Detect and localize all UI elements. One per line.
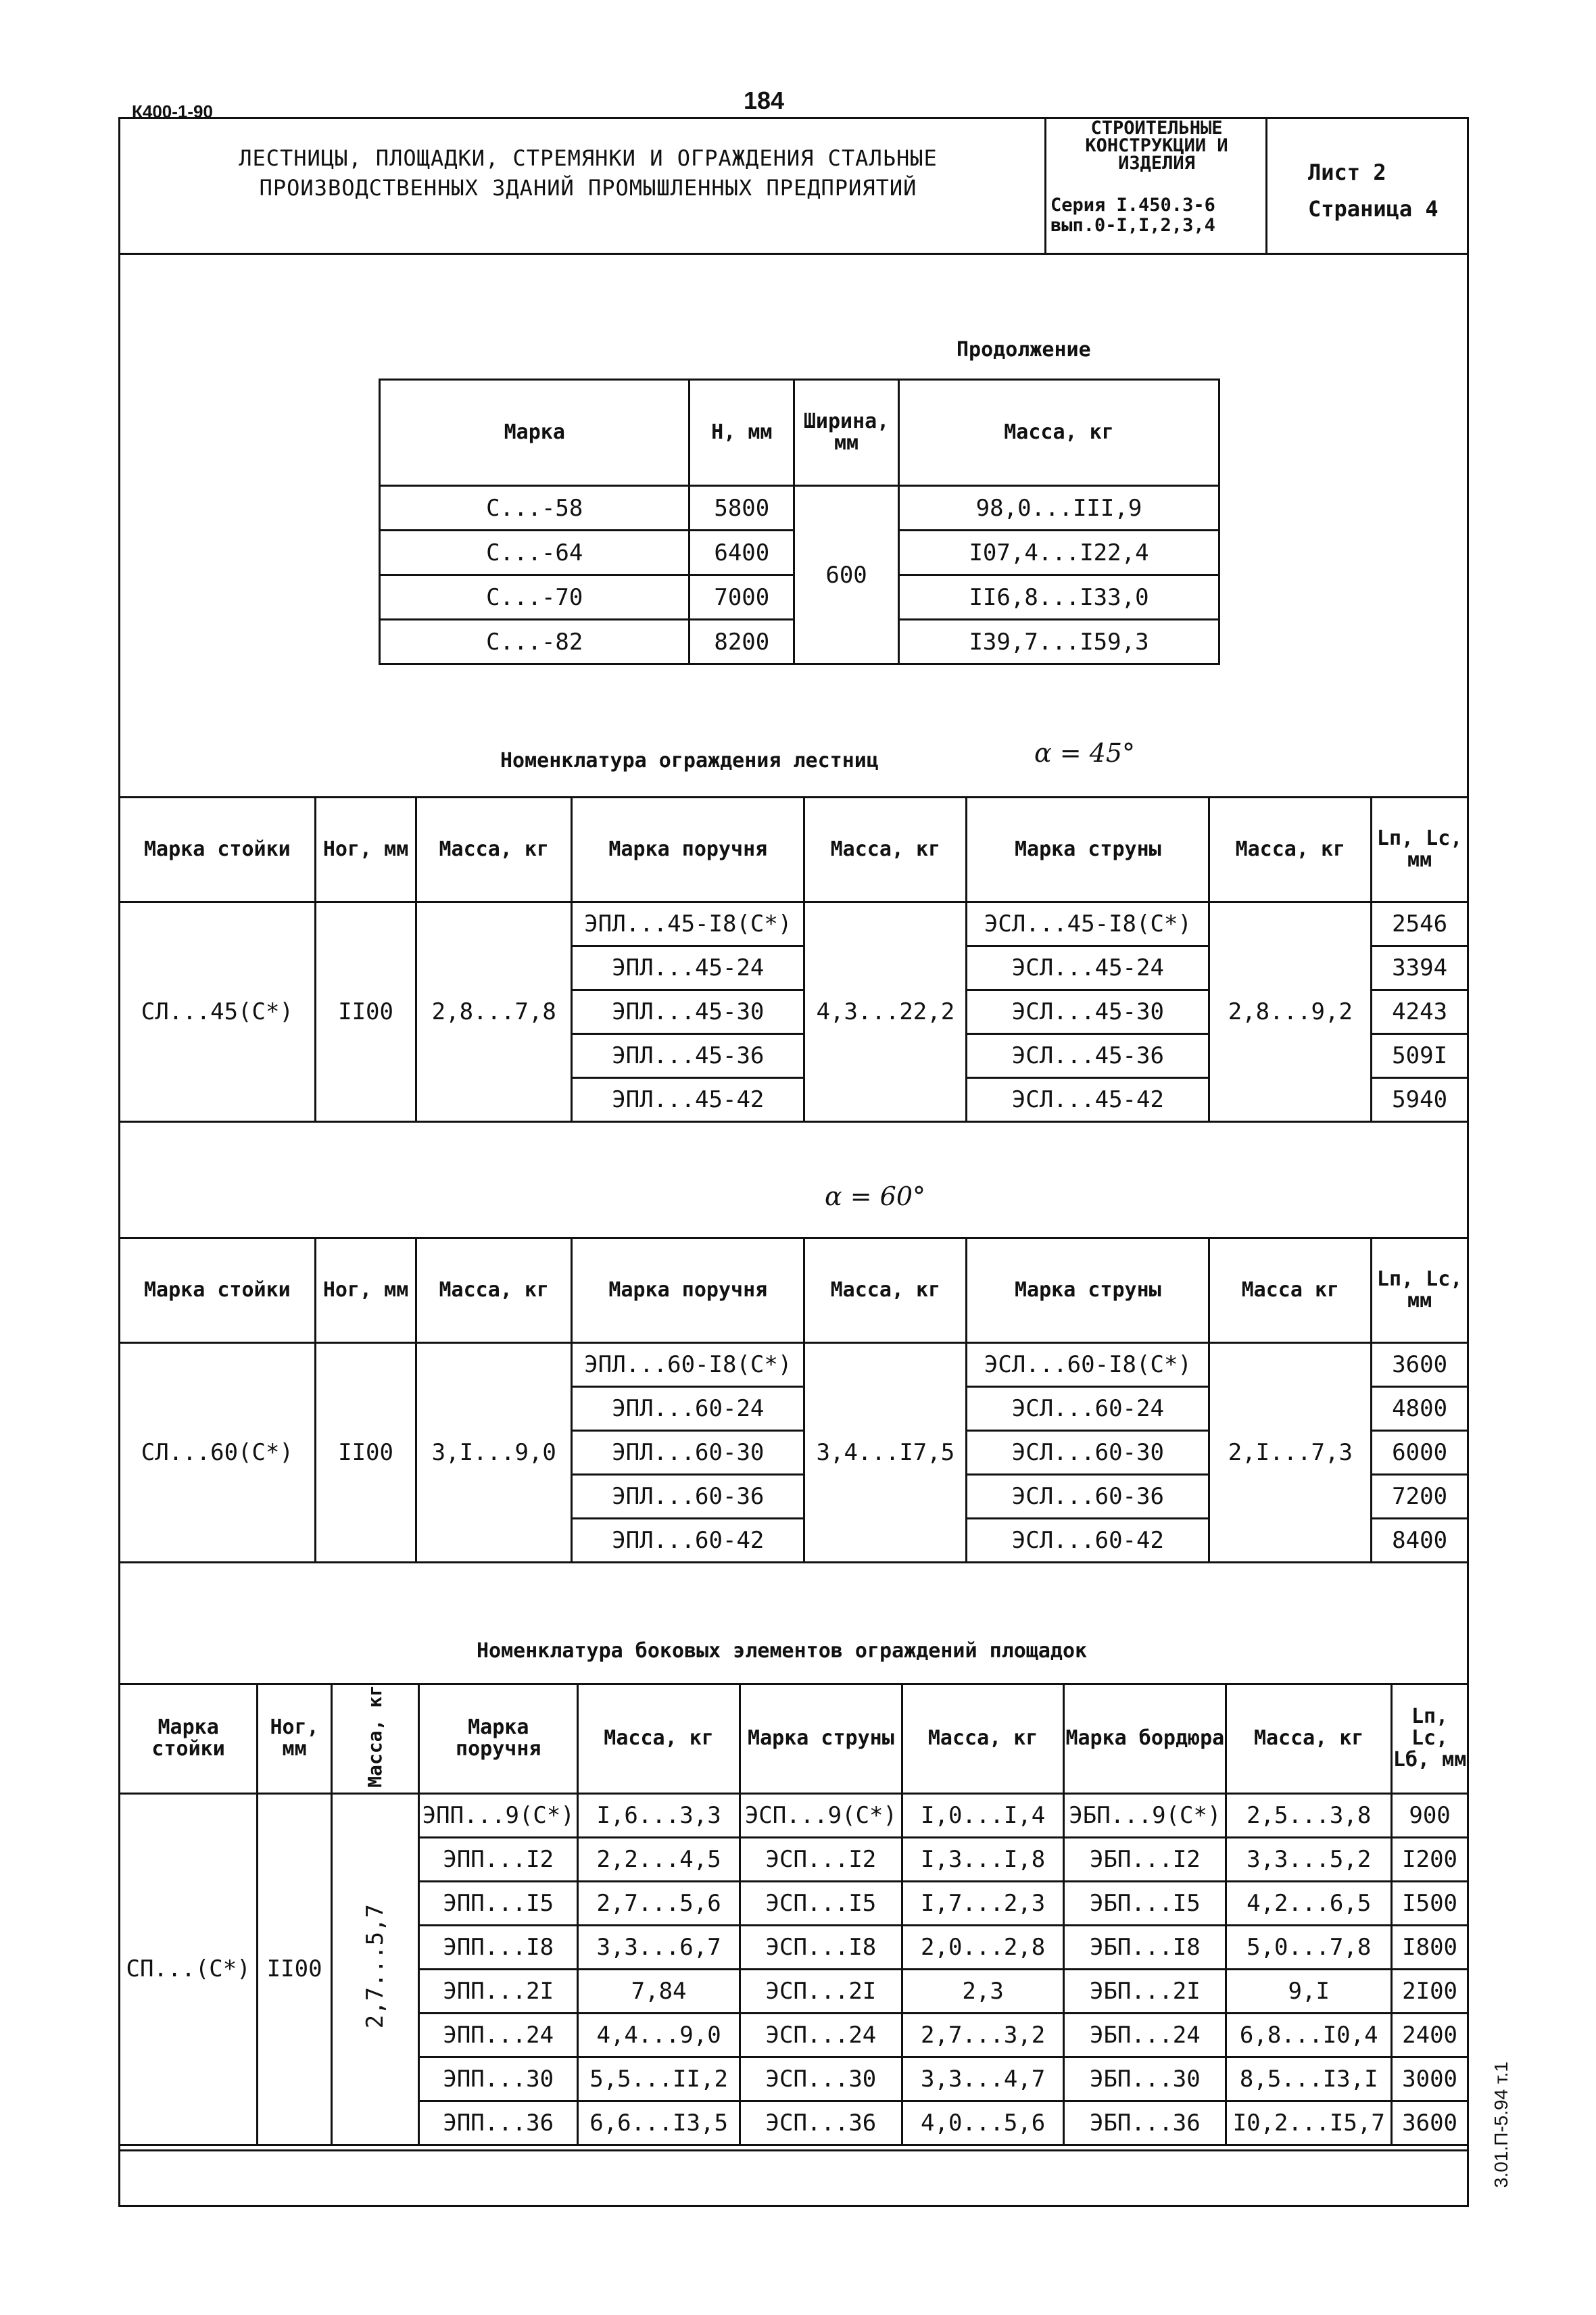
t4-cell: 3,3...4,7 — [902, 2057, 1064, 2101]
t3-rail: ЭПЛ...60-36 — [572, 1475, 804, 1519]
t4-cell: ЭПП...I2 — [419, 1837, 578, 1881]
t1-mark: С...-64 — [380, 531, 690, 575]
t2-post-mass: 2,8...7,8 — [416, 902, 572, 1122]
t4-cell: ЭБП...I2 — [1064, 1837, 1226, 1881]
t2-length: 509I — [1372, 1034, 1468, 1078]
t4-cell: 2,7...3,2 — [902, 2013, 1064, 2057]
sheet-box — [1308, 154, 1438, 227]
t4-cell: ЭПП...24 — [419, 2013, 578, 2057]
t3-header-post: Марка стойки — [120, 1238, 316, 1343]
t1-header-width: Ширина, мм — [794, 380, 899, 486]
t4-cell: I0,2...I5,7 — [1226, 2101, 1392, 2145]
t3-length: 8400 — [1372, 1519, 1468, 1563]
t4-header-post-mass-text: Масса, кг — [364, 1685, 387, 1788]
t1-width: 600 — [794, 486, 899, 664]
t2-header-post-mass: Масса, кг — [416, 798, 572, 902]
document-title — [149, 143, 1027, 203]
t2-rail: ЭПЛ...45-I8(С*) — [572, 902, 804, 946]
t2-nog: II00 — [315, 902, 416, 1122]
t4-cell: 3000 — [1392, 2057, 1468, 2101]
t3-string: ЭСЛ...60-42 — [967, 1519, 1209, 1563]
t1-mass: 98,0...III,9 — [899, 486, 1219, 531]
t2-rail: ЭПЛ...45-24 — [572, 946, 804, 990]
t3-header-string-mass: Масса кг — [1209, 1238, 1372, 1343]
t4-cell: I500 — [1392, 1881, 1468, 1925]
t2-header-string: Марка струны — [967, 798, 1209, 902]
t4-cell: ЭБП...24 — [1064, 2013, 1226, 2057]
bottom-rule — [118, 2149, 1469, 2151]
side-identifier: 3.01.П-5.94 т.1 — [1491, 2062, 1512, 2189]
t3-header-rail-mass: Масса, кг — [804, 1238, 967, 1343]
t2-length: 2546 — [1372, 902, 1468, 946]
title-line-2: ПРОИЗВОДСТВЕННЫХ ЗДАНИЙ ПРОМЫШЛЕННЫХ ПРЕДПРИЯТИЙ — [259, 175, 917, 201]
t4-cell: I,7...2,3 — [902, 1881, 1064, 1925]
t2-length: 5940 — [1372, 1078, 1468, 1122]
table2 — [118, 796, 1469, 1123]
t1-header-mass: Масса, кг — [899, 380, 1219, 486]
t2-header-string-mass: Масса, кг — [1209, 798, 1372, 902]
t4-post-mark: СП...(С*) — [120, 1793, 258, 2145]
table4-caption: Номенклатура боковых элементов ограждений площадок — [477, 1639, 1088, 1663]
t3-length: 7200 — [1372, 1475, 1468, 1519]
t3-header-nog: Ног, мм — [315, 1238, 416, 1343]
t4-cell: 2,7...5,6 — [578, 1881, 740, 1925]
t4-header-nog: Ног, мм — [258, 1684, 332, 1794]
t2-string: ЭСЛ...45-I8(С*) — [967, 902, 1209, 946]
t1-mass: I07,4...I22,4 — [899, 531, 1219, 575]
t4-cell: 4,0...5,6 — [902, 2101, 1064, 2145]
t4-cell: ЭПП...I8 — [419, 1925, 578, 1969]
t3-post-mass: 3,I...9,0 — [416, 1343, 572, 1563]
t4-header-string-mass: Масса, кг — [902, 1684, 1064, 1794]
t4-cell: ЭБП...30 — [1064, 2057, 1226, 2101]
t4-cell: 7,84 — [578, 1969, 740, 2013]
angle-60-label: α = 60° — [825, 1181, 926, 1211]
t1-h: 5800 — [690, 486, 794, 531]
t2-header-rail: Марка поручня — [572, 798, 804, 902]
t4-cell: I200 — [1392, 1837, 1468, 1881]
t3-length: 4800 — [1372, 1387, 1468, 1431]
t4-cell: 4,4...9,0 — [578, 2013, 740, 2057]
t4-header-post-mass — [332, 1684, 419, 1794]
t2-header-post: Марка стойки — [120, 798, 316, 902]
t2-string: ЭСЛ...45-30 — [967, 990, 1209, 1034]
t4-post-mass-text: 2,7...5,7 — [362, 1903, 389, 2028]
t4-header-border: Марка бордюра — [1064, 1684, 1226, 1794]
t3-rail: ЭПЛ...60-42 — [572, 1519, 804, 1563]
t4-cell: ЭПП...36 — [419, 2101, 578, 2145]
t3-string: ЭСЛ...60-36 — [967, 1475, 1209, 1519]
t4-header-rail: Марка поручня — [419, 1684, 578, 1794]
t4-cell: 6,6...I3,5 — [578, 2101, 740, 2145]
t4-cell: 3,3...5,2 — [1226, 1837, 1392, 1881]
table1 — [379, 379, 1220, 665]
t4-cell: ЭПП...9(С*) — [419, 1793, 578, 1837]
t1-mass: I39,7...I59,3 — [899, 620, 1219, 664]
t4-post-mass — [332, 1793, 419, 2145]
t1-h: 8200 — [690, 620, 794, 664]
t1-mark: С...-58 — [380, 486, 690, 531]
t4-header-rail-mass: Масса, кг — [578, 1684, 740, 1794]
t3-post-mark: СЛ...60(С*) — [120, 1343, 316, 1563]
t4-cell: 6,8...I0,4 — [1226, 2013, 1392, 2057]
t4-cell: I,6...3,3 — [578, 1793, 740, 1837]
t2-post-mark: СЛ...45(С*) — [120, 902, 316, 1122]
t4-cell: 2,3 — [902, 1969, 1064, 2013]
t4-cell: ЭСП...30 — [740, 2057, 902, 2101]
t4-cell: I800 — [1392, 1925, 1468, 1969]
t4-cell: ЭБП...9(С*) — [1064, 1793, 1226, 1837]
t2-length: 4243 — [1372, 990, 1468, 1034]
t3-header-string: Марка струны — [967, 1238, 1209, 1343]
t4-cell: 3600 — [1392, 2101, 1468, 2145]
t4-nog: II00 — [258, 1793, 332, 2145]
t3-string: ЭСЛ...60-30 — [967, 1431, 1209, 1475]
t3-string-mass: 2,I...7,3 — [1209, 1343, 1372, 1563]
t3-nog: II00 — [315, 1343, 416, 1563]
t2-header-rail-mass: Масса, кг — [804, 798, 967, 902]
t4-cell: 8,5...I3,I — [1226, 2057, 1392, 2101]
t2-rail: ЭПЛ...45-42 — [572, 1078, 804, 1122]
t3-string: ЭСЛ...60-I8(С*) — [967, 1343, 1209, 1387]
sheet-label: Лист 2 — [1308, 160, 1386, 185]
table1-caption: Продолжение — [957, 338, 1091, 362]
t4-header-string: Марка струны — [740, 1684, 902, 1794]
t1-mass: II6,8...I33,0 — [899, 575, 1219, 620]
series-box — [1044, 117, 1267, 255]
t4-cell: ЭПП...30 — [419, 2057, 578, 2101]
t4-cell: I,3...I,8 — [902, 1837, 1064, 1881]
t4-header-length: Lп, Lс, Lб, мм — [1392, 1684, 1468, 1794]
t4-cell: 5,0...7,8 — [1226, 1925, 1392, 1969]
t4-cell: ЭСП...I8 — [740, 1925, 902, 1969]
series-line-2: вып.0-I,I,2,3,4 — [1050, 215, 1215, 236]
document-code: К400-1-90 — [132, 101, 213, 122]
t2-length: 3394 — [1372, 946, 1468, 990]
t4-cell: 4,2...6,5 — [1226, 1881, 1392, 1925]
t3-rail-mass: 3,4...I7,5 — [804, 1343, 967, 1563]
t4-cell: ЭСП...2I — [740, 1969, 902, 2013]
table3 — [118, 1237, 1469, 1563]
t2-string: ЭСЛ...45-24 — [967, 946, 1209, 990]
t4-cell: I,0...I,4 — [902, 1793, 1064, 1837]
series-line-1: Серия I.450.3-6 — [1050, 195, 1215, 216]
t2-string-mass: 2,8...9,2 — [1209, 902, 1372, 1122]
t1-header-mark: Марка — [380, 380, 690, 486]
t3-header-rail: Марка поручня — [572, 1238, 804, 1343]
page-label: Страница 4 — [1308, 196, 1438, 222]
category-label: СТРОИТЕЛЬНЫЕ КОНСТРУКЦИИ И ИЗДЕЛИЯ — [1085, 118, 1228, 174]
t3-length: 3600 — [1372, 1343, 1468, 1387]
t4-header-post: Марка стойки — [120, 1684, 258, 1794]
t3-length: 6000 — [1372, 1431, 1468, 1475]
t4-cell: 2,5...3,8 — [1226, 1793, 1392, 1837]
t1-mark: С...-82 — [380, 620, 690, 664]
t1-header-h: Н, мм — [690, 380, 794, 486]
t4-cell: ЭСП...I2 — [740, 1837, 902, 1881]
t3-header-post-mass: Масса, кг — [416, 1238, 572, 1343]
t4-cell: 2I00 — [1392, 1969, 1468, 2013]
t1-h: 7000 — [690, 575, 794, 620]
t4-cell: 2,0...2,8 — [902, 1925, 1064, 1969]
page-number: 184 — [744, 87, 785, 114]
t4-header-border-mass: Масса, кг — [1226, 1684, 1392, 1794]
angle-45-label: α = 45° — [1034, 738, 1136, 768]
t4-cell: ЭПП...2I — [419, 1969, 578, 2013]
t2-string: ЭСЛ...45-42 — [967, 1078, 1209, 1122]
t3-rail: ЭПЛ...60-I8(С*) — [572, 1343, 804, 1387]
t3-rail: ЭПЛ...60-30 — [572, 1431, 804, 1475]
t4-cell: 9,I — [1226, 1969, 1392, 2013]
t4-cell: 5,5...II,2 — [578, 2057, 740, 2101]
t3-rail: ЭПЛ...60-24 — [572, 1387, 804, 1431]
t2-rail: ЭПЛ...45-36 — [572, 1034, 804, 1078]
t4-cell: ЭБП...I5 — [1064, 1881, 1226, 1925]
t4-cell: 3,3...6,7 — [578, 1925, 740, 1969]
t2-header-length: Lп, Lс, мм — [1372, 798, 1468, 902]
t4-cell: ЭБП...2I — [1064, 1969, 1226, 2013]
t1-h: 6400 — [690, 531, 794, 575]
t3-string: ЭСЛ...60-24 — [967, 1387, 1209, 1431]
t2-rail-mass: 4,3...22,2 — [804, 902, 967, 1122]
t3-header-length: Lп, Lс, мм — [1372, 1238, 1468, 1343]
t4-cell: ЭБП...I8 — [1064, 1925, 1226, 1969]
t4-cell: 2400 — [1392, 2013, 1468, 2057]
title-line-1: ЛЕСТНИЦЫ, ПЛОЩАДКИ, СТРЕМЯНКИ И ОГРАЖДЕНИЯ СТАЛЬНЫЕ — [239, 145, 938, 171]
t4-cell: ЭСП...I5 — [740, 1881, 902, 1925]
t4-cell: ЭПП...I5 — [419, 1881, 578, 1925]
t4-cell: 900 — [1392, 1793, 1468, 1837]
t4-cell: ЭБП...36 — [1064, 2101, 1226, 2145]
t2-header-nog: Ног, мм — [315, 798, 416, 902]
t4-cell: ЭСП...9(С*) — [740, 1793, 902, 1837]
t1-mark: С...-70 — [380, 575, 690, 620]
table4 — [118, 1683, 1469, 2146]
table2-caption: Номенклатура ограждения лестниц — [500, 749, 879, 773]
t4-cell: ЭСП...36 — [740, 2101, 902, 2145]
t4-cell: ЭСП...24 — [740, 2013, 902, 2057]
t2-string: ЭСЛ...45-36 — [967, 1034, 1209, 1078]
t4-cell: 2,2...4,5 — [578, 1837, 740, 1881]
t2-rail: ЭПЛ...45-30 — [572, 990, 804, 1034]
series-info — [1050, 195, 1215, 236]
